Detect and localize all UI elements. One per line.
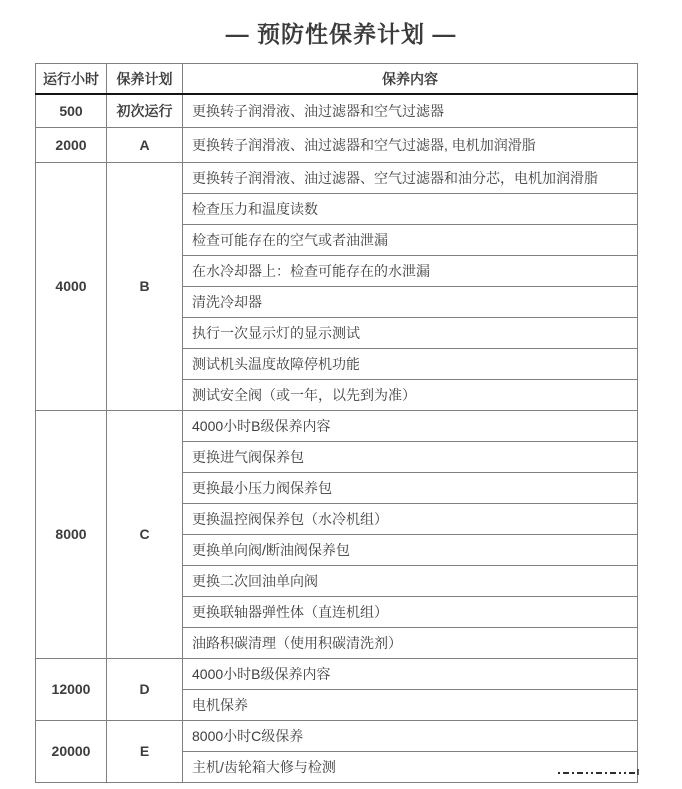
content-cell: 更换转子润滑液、油过滤器和空气过滤器, 电机加润滑脂 — [183, 127, 638, 162]
content-cell: 更换二次回油单向阀 — [183, 565, 638, 596]
table-row — [36, 658, 638, 689]
content-cell: 更换进气阀保养包 — [183, 441, 638, 472]
hours-cell: 500 — [36, 94, 107, 127]
content-cell: 在水冷却器上：检查可能存在的水泄漏 — [183, 255, 638, 286]
col-header-hours: 运行小时 — [36, 64, 107, 95]
page-title: — 预防性保养计划 — — [225, 21, 457, 47]
content-cell: 电机保养 — [183, 689, 638, 720]
content-cell: 油路积碳清理（使用积碳清洗剂） — [183, 627, 638, 658]
maintenance-schedule-table — [35, 63, 638, 783]
table-row — [36, 410, 638, 441]
plan-cell: B — [107, 162, 183, 410]
content-cell: 8000小时C级保养 — [183, 720, 638, 751]
content-cell: 执行一次显示灯的显示测试 — [183, 317, 638, 348]
table-row — [36, 720, 638, 751]
plan-cell: E — [107, 720, 183, 782]
content-cell: 更换转子润滑液、油过滤器和空气过滤器 — [183, 94, 638, 127]
content-cell: 4000小时B级保养内容 — [183, 658, 638, 689]
table-header-row — [36, 64, 638, 95]
plan-cell: D — [107, 658, 183, 720]
table-row — [36, 94, 638, 127]
hours-cell: 2000 — [36, 127, 107, 162]
content-cell: 4000小时B级保养内容 — [183, 410, 638, 441]
hours-cell: 20000 — [36, 720, 107, 782]
content-cell: 更换最小压力阀保养包 — [183, 472, 638, 503]
plan-cell: 初次运行 — [107, 94, 183, 127]
plan-cell: A — [107, 127, 183, 162]
content-cell: 检查压力和温度读数 — [183, 193, 638, 224]
content-cell: 检查可能存在的空气或者油泄漏 — [183, 224, 638, 255]
col-header-content: 保养内容 — [183, 64, 638, 95]
table-row — [36, 162, 638, 193]
hours-cell: 12000 — [36, 658, 107, 720]
content-cell: 更换温控阀保养包（水冷机组） — [183, 503, 638, 534]
col-header-plan: 保养计划 — [107, 64, 183, 95]
content-cell: 主机/齿轮箱大修与检测 — [183, 751, 638, 782]
content-cell: 测试安全阀（或一年，以先到为准） — [183, 379, 638, 410]
content-cell: 更换单向阀/断油阀保养包 — [183, 534, 638, 565]
watermark-dashes — [558, 769, 640, 777]
content-cell: 更换联轴器弹性体（直连机组） — [183, 596, 638, 627]
content-cell: 清洗冷却器 — [183, 286, 638, 317]
content-cell: 更换转子润滑液、油过滤器、空气过滤器和油分芯，电机加润滑脂 — [183, 162, 638, 193]
hours-cell: 4000 — [36, 162, 107, 410]
plan-cell: C — [107, 410, 183, 658]
content-cell: 测试机头温度故障停机功能 — [183, 348, 638, 379]
table-row — [36, 127, 638, 162]
hours-cell: 8000 — [36, 410, 107, 658]
